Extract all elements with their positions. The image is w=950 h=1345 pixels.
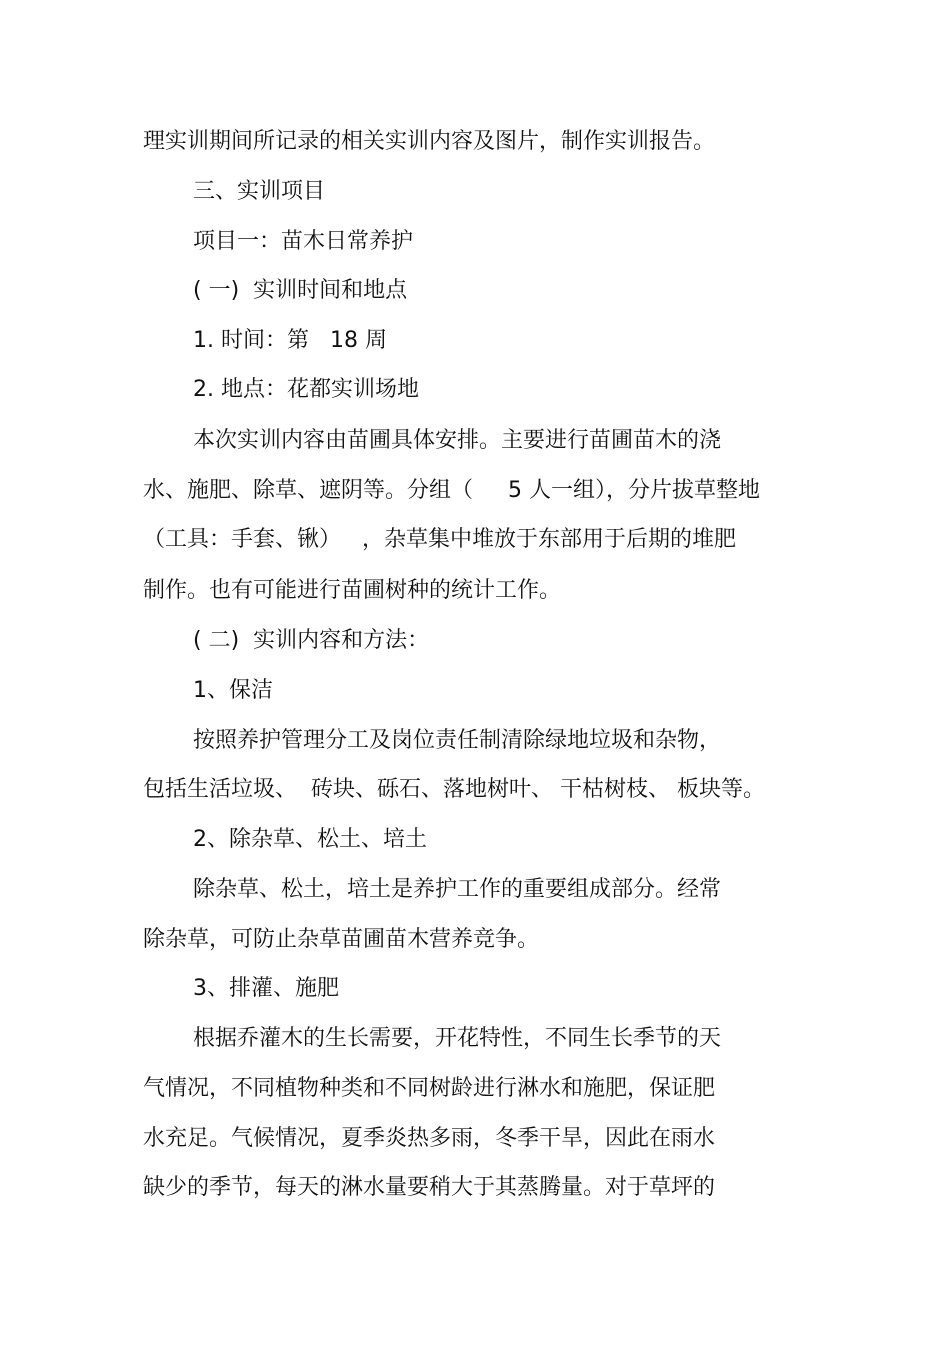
paragraph-line: （工具：手套、锹） ，杂草集中堆放于东部用于后期的堆肥 bbox=[143, 527, 736, 552]
item-heading: 2、除杂草、松土、培土 bbox=[193, 827, 427, 852]
paragraph-line: 本次实训内容由苗圃具体安排。主要进行苗圃苗木的浇 bbox=[193, 428, 722, 453]
list-item: 1. 时间：第 18 周 bbox=[193, 328, 387, 353]
item-heading: 1、保洁 bbox=[193, 678, 273, 703]
paragraph-line: 包括生活垃圾、 砖块、砾石、落地树叶、 干枯树枝、 板块等。 bbox=[143, 777, 765, 802]
paragraph-line: 缺少的季节，每天的淋水量要稍大于其蒸腾量。对于草坪的 bbox=[143, 1175, 716, 1200]
paragraph-line: 除杂草，可防止杂草苗圃苗木营养竞争。 bbox=[143, 927, 540, 952]
paragraph-line: 气情况，不同植物种类和不同树龄进行淋水和施肥，保证肥 bbox=[143, 1076, 716, 1101]
item-heading: 3、排灌、施肥 bbox=[193, 976, 339, 1001]
subsection-heading: ( 二) 实训内容和方法： bbox=[193, 628, 430, 653]
list-item: 2. 地点：花都实训场地 bbox=[193, 377, 419, 402]
paragraph-line: 制作。也有可能进行苗圃树种的统计工作。 bbox=[143, 578, 562, 603]
paragraph-line: 按照养护管理分工及岗位责任制清除绿地垃圾和杂物， bbox=[193, 728, 722, 753]
paragraph-line: 水、施肥、除草、遮阴等。分组（ 5 人一组），分片拔草整地 bbox=[143, 478, 760, 503]
section-heading: 三、实训项目 bbox=[193, 179, 326, 204]
subsection-heading: ( 一) 实训时间和地点 bbox=[193, 278, 408, 303]
paragraph-line: 理实训期间所记录的相关实训内容及图片，制作实训报告。 bbox=[143, 129, 716, 154]
project-heading: 项目一：苗木日常养护 bbox=[193, 229, 414, 254]
paragraph-line: 根据乔灌木的生长需要，开花特性，不同生长季节的天 bbox=[193, 1026, 722, 1051]
paragraph-line: 水充足。气候情况，夏季炎热多雨，冬季干旱，因此在雨水 bbox=[143, 1126, 716, 1151]
paragraph-line: 除杂草、松土，培土是养护工作的重要组成部分。经常 bbox=[193, 877, 722, 902]
